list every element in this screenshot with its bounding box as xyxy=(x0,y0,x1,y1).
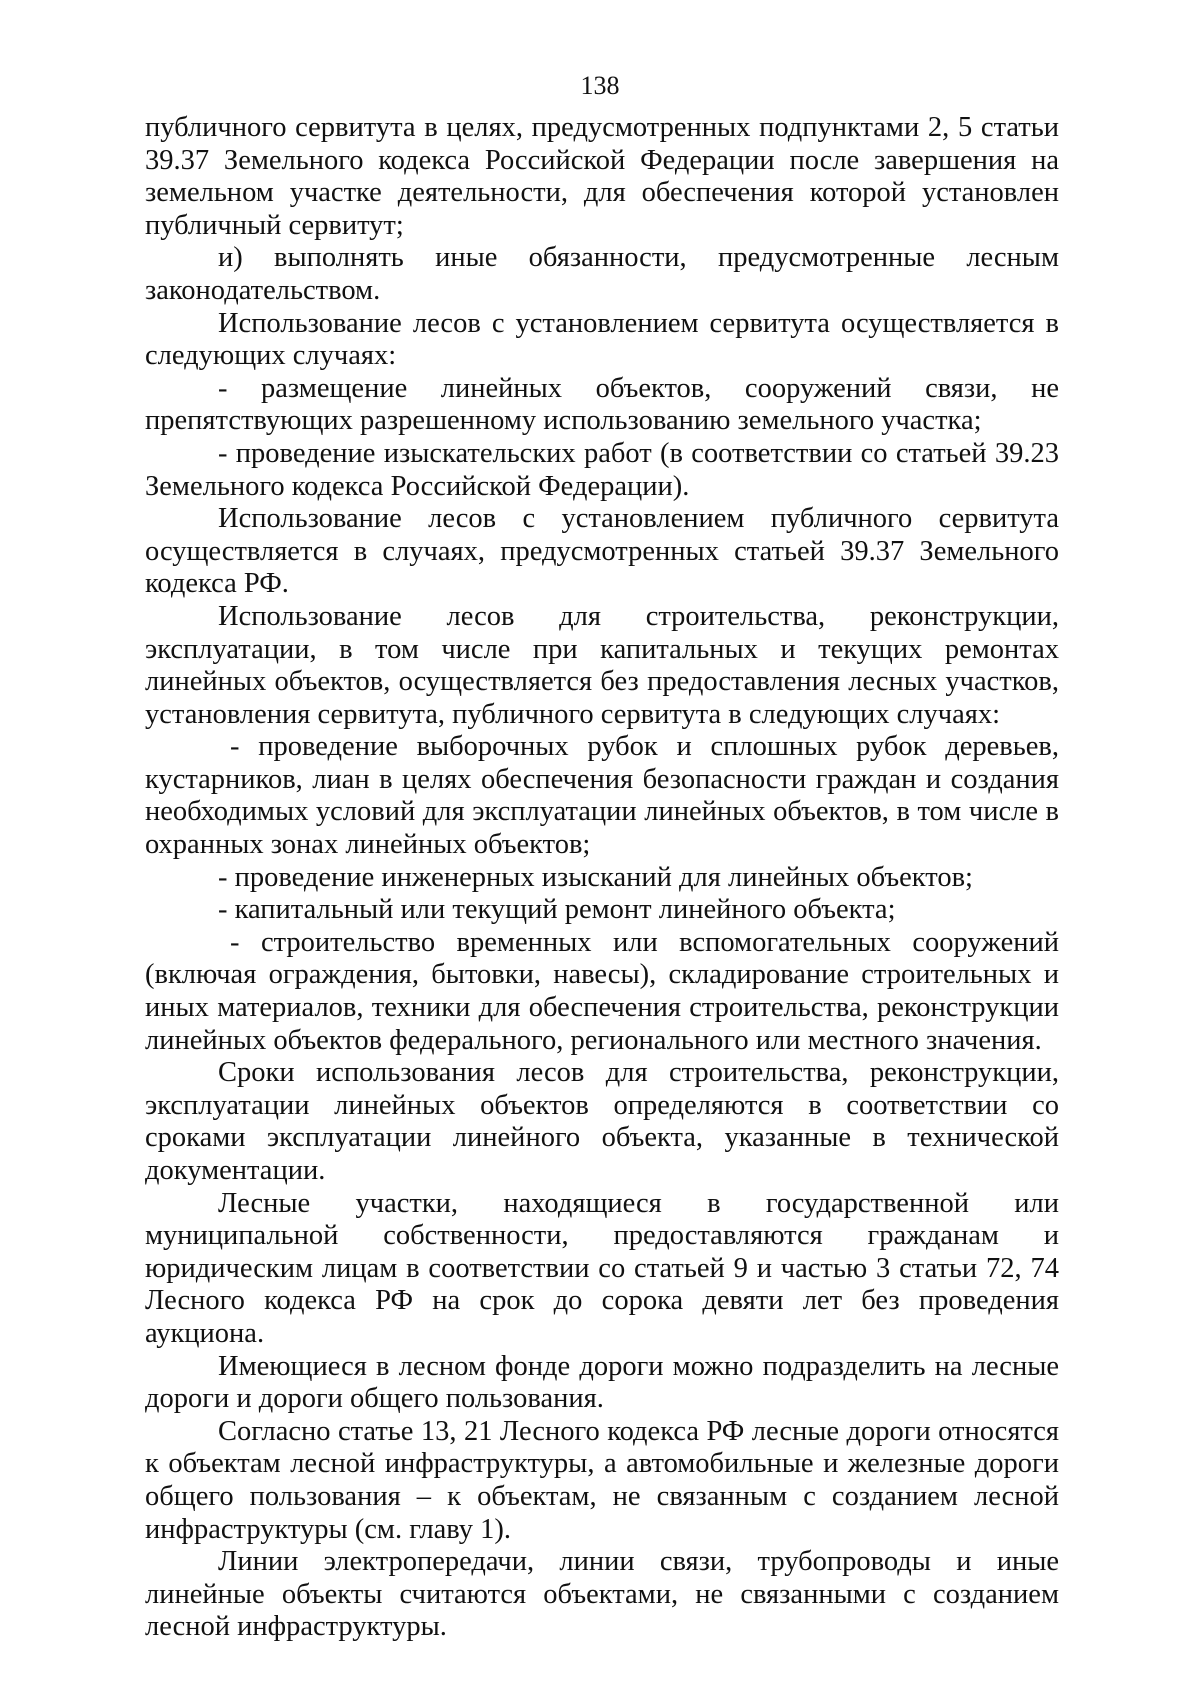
list-item-linear-objects: - размещение линейных объектов, сооружений связи, не препятствующих разрешенному использованию земельного участка; xyxy=(145,372,1059,437)
paragraph-roads: Имеющиеся в лесном фонде дороги можно подразделить на лесные дороги и дороги общего пользования. xyxy=(145,1350,1059,1415)
paragraph-power-lines: Линии электропередачи, линии связи, трубопроводы и иные линейные объекты считаются объектами, не связанными с созданием лесной инфраструктуры. xyxy=(145,1546,1059,1643)
list-item-repair: - капитальный или текущий ремонт линейного объекта; xyxy=(218,894,896,926)
paragraph-servitude-use: Использование лесов с установлением сервитута осуществляется в следующих случаях: xyxy=(145,307,1059,372)
paragraph-forest-plots: Лесные участки, находящиеся в государственной или муниципальной собственности, предоставляются гражданам и юридическим лицам в соответствии со статьей 9 и частью 3 статьи 72, 74 Лесного кодекса РФ на срок до сорока девяти лет без проведения аукциона. xyxy=(145,1187,1059,1349)
paragraph-construction-use: Использование лесов для строительства, реконструкции, эксплуатации, в том числе при капитальных и текущих ремонтах линейных объектов, осуществляется без предоставления лесных участков, установления сервитута, публичного сервитута в следующих случаях: xyxy=(145,600,1059,730)
page-number: 138 xyxy=(580,71,620,100)
list-item-engineering-surveys: - проведение инженерных изысканий для линейных объектов; xyxy=(218,861,973,893)
paragraph-terms-of-use: Сроки использования лесов для строительства, реконструкции, эксплуатации линейных объектов определяются в соответствии со сроками эксплуатации линейного объекта, указанные в технической документации. xyxy=(145,1057,1059,1186)
list-item-temporary-structures: - строительство временных или вспомогательных сооружений (включая ограждения, бытовки, навесы), складирование строительных и иных материалов, техники для обеспечения строительства, реконструкции линейных объектов федерального, регионального или местного значения. xyxy=(145,926,1059,1056)
paragraph-public-servitude: Использование лесов с установлением публичного сервитута осуществляется в случаях, предусмотренных статьей 39.37 Земельного кодекса РФ. xyxy=(145,503,1059,600)
list-item-felling: - проведение выборочных рубок и сплошных рубок деревьев, кустарников, лиан в целях обеспечения безопасности граждан и создания необходимых условий для эксплуатации линейных объектов, в том числе в охранных зонах линейных объектов; xyxy=(145,731,1059,861)
paragraph-forest-code-roads: Согласно статье 13, 21 Лесного кодекса РФ лесные дороги относятся к объектам лесной инфраструктуры, а автомобильные и железные дороги общего пользования – к объектам, не связанным с созданием лесной инфраструктуры (см. главу 1). xyxy=(145,1415,1059,1545)
list-item-survey-work: - проведение изыскательских работ (в соответствии со статьей 39.23 Земельного кодекса Российской Федерации). xyxy=(145,437,1059,502)
paragraph-item-i: и) выполнять иные обязанности, предусмотренные лесным законодательством. xyxy=(145,242,1059,306)
paragraph-continuation: публичного сервитута в целях, предусмотренных подпунктами 2, 5 статьи 39.37 Земельного кодекса Российской Федерации после завершения на земельном участке деятельности, для обеспечения которой установлен публичный сервитут; xyxy=(145,112,1059,241)
document-body xyxy=(145,112,1059,1644)
